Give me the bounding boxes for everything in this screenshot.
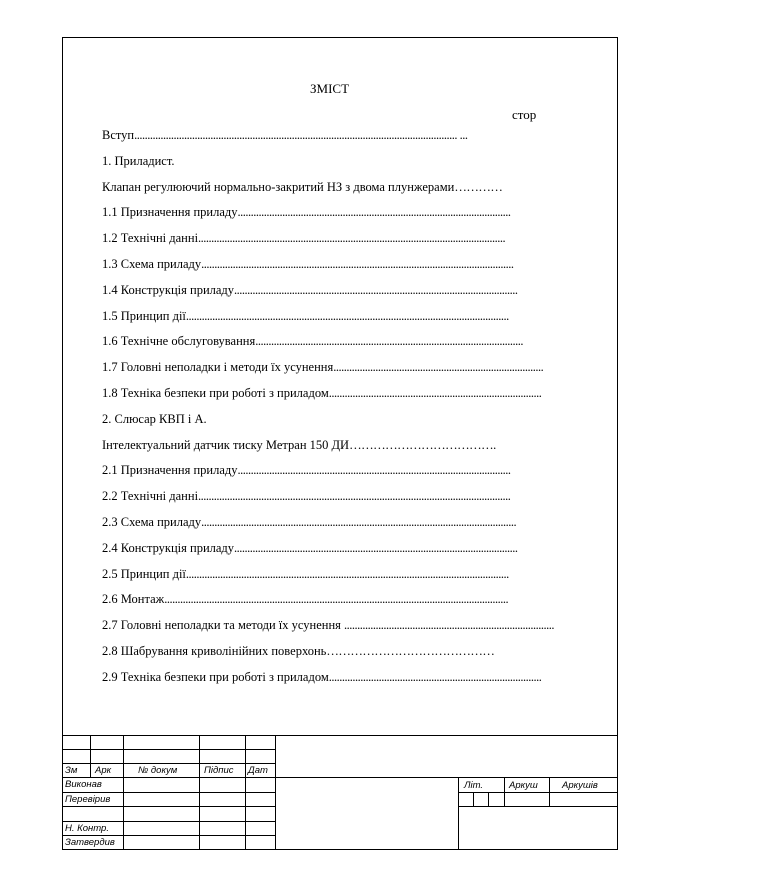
toc-entry-leader: ....................................................................................................................... xyxy=(198,489,511,503)
toc-entry xyxy=(102,282,567,298)
page-column-label: стор xyxy=(512,107,537,122)
toc-entry-leader: ................................................................................. xyxy=(328,670,542,684)
toc-entry-text: 2. Слюсар КВП і А. xyxy=(102,412,207,426)
toc-entry-text: 2.6 Монтаж xyxy=(102,592,165,606)
toc-entry-leader: ................................................................................ xyxy=(344,618,555,632)
toc-entry xyxy=(102,359,567,375)
header-sheets-total: Аркушів xyxy=(562,780,598,791)
toc-entry xyxy=(102,230,567,246)
page-title: ЗМІСТ xyxy=(310,81,350,96)
toc-entry xyxy=(102,153,567,169)
toc-entry-text: Вступ xyxy=(102,128,135,142)
toc-entry-text: 2.8 Шабрування криволінійних поверхонь xyxy=(102,644,327,658)
toc-entry-text: 1.4 Конструкція приладу xyxy=(102,283,235,297)
toc-entry-leader: ....................................................................................................................... xyxy=(201,257,514,271)
toc-entry-leader: ........................................................................................................................ xyxy=(201,515,517,529)
col-header-date: Дат xyxy=(248,765,268,776)
header-sheet: Аркуш xyxy=(509,780,538,791)
toc-entry-text: 2.9 Техніка безпеки при роботі з приладом xyxy=(102,670,329,684)
toc-entry xyxy=(102,127,567,143)
toc-entry-text: 2.7 Головні неполадки та методи їх усунення xyxy=(102,618,345,632)
toc-entry-text: 2.3 Схема приладу xyxy=(102,515,202,529)
toc-entry-leader: ………… xyxy=(454,180,503,194)
toc-entry xyxy=(102,411,567,427)
col-header-ark: Арк xyxy=(95,765,112,776)
toc-entry xyxy=(102,308,567,324)
toc-entry xyxy=(102,437,567,453)
col-header-signature: Підпис xyxy=(204,765,234,776)
toc-entry-text: Клапан регулюючий нормально-закритий НЗ з двома плунжерами xyxy=(102,180,455,194)
toc-entry-text: 2.2 Технічні данні xyxy=(102,489,199,503)
toc-entry xyxy=(102,256,567,272)
toc-entry-text: 1.5 Принцип дії xyxy=(102,309,186,323)
toc-entry-text: Інтелектуальний датчик тиску Метран 150 ДИ xyxy=(102,438,350,452)
toc-entry xyxy=(102,462,567,478)
toc-entry xyxy=(102,514,567,530)
toc-entry-leader: ........................................................................................................ xyxy=(237,463,511,477)
role-performed-by: Виконав xyxy=(65,779,102,790)
toc-entry xyxy=(102,591,567,607)
toc-entry-text: 1.2 Технічні данні xyxy=(102,231,199,245)
toc-entry xyxy=(102,617,567,633)
toc-entry xyxy=(102,643,567,659)
toc-entry-leader: ........................................................................................................................... xyxy=(185,309,509,323)
toc-entry-text: 2.1 Призначення приладу xyxy=(102,463,238,477)
toc-entry-leader: ........................................................................................................................... ... xyxy=(134,128,468,142)
toc-entry-text: 1.7 Головні неполадки і методи їх усунення xyxy=(102,360,334,374)
toc-entry-leader: ................................................................................ xyxy=(333,360,544,374)
toc-entry xyxy=(102,333,567,349)
toc-entry-text: 1.1 Призначення приладу xyxy=(102,205,238,219)
toc-entry-leader: ..................................................................................................................... xyxy=(198,231,506,245)
toc-entry xyxy=(102,179,567,195)
toc-entry xyxy=(102,540,567,556)
toc-entry-text: 1.8 Техніка безпеки при роботі з приладом xyxy=(102,386,329,400)
title-block xyxy=(62,735,618,850)
toc-entry-leader: ........................................................................................................ xyxy=(237,205,511,219)
role-approved-by: Затвердив xyxy=(65,837,115,848)
toc-entry xyxy=(102,204,567,220)
role-norm-control: Н. Контр. xyxy=(65,823,109,834)
toc-entry-leader: ............................................................................................................ xyxy=(234,283,518,297)
col-header-zm: Зм xyxy=(65,765,78,776)
toc-entry xyxy=(102,669,567,685)
toc-entry-leader: ................................................................................. xyxy=(328,386,542,400)
toc-entry-leader: ………………………………. xyxy=(349,438,496,452)
toc-entry xyxy=(102,385,567,401)
col-header-doc-number: № докум xyxy=(138,765,178,776)
toc-entry-text: 2.4 Конструкція приладу xyxy=(102,541,235,555)
header-letter: Літ. xyxy=(464,780,484,791)
toc-entry-leader: ........................................................................................................................... xyxy=(185,567,509,581)
toc-entry-text: 1. Приладист. xyxy=(102,154,175,168)
role-checked-by: Перевірив xyxy=(65,794,111,805)
toc-entry-text: 1.6 Технічне обслуговування xyxy=(102,334,256,348)
toc-entry-leader: ................................................................................................................................... xyxy=(164,592,509,606)
toc-entry xyxy=(102,488,567,504)
toc-entry-leader: ...................................................................................................... xyxy=(255,334,523,348)
toc-entry-text: 2.5 Принцип дії xyxy=(102,567,186,581)
toc-entry-text: 1.3 Схема приладу xyxy=(102,257,202,271)
toc-entry-leader: ............................................................................................................ xyxy=(234,541,518,555)
toc-entry xyxy=(102,566,567,582)
toc-entry-leader: …………………………………… xyxy=(326,644,495,658)
